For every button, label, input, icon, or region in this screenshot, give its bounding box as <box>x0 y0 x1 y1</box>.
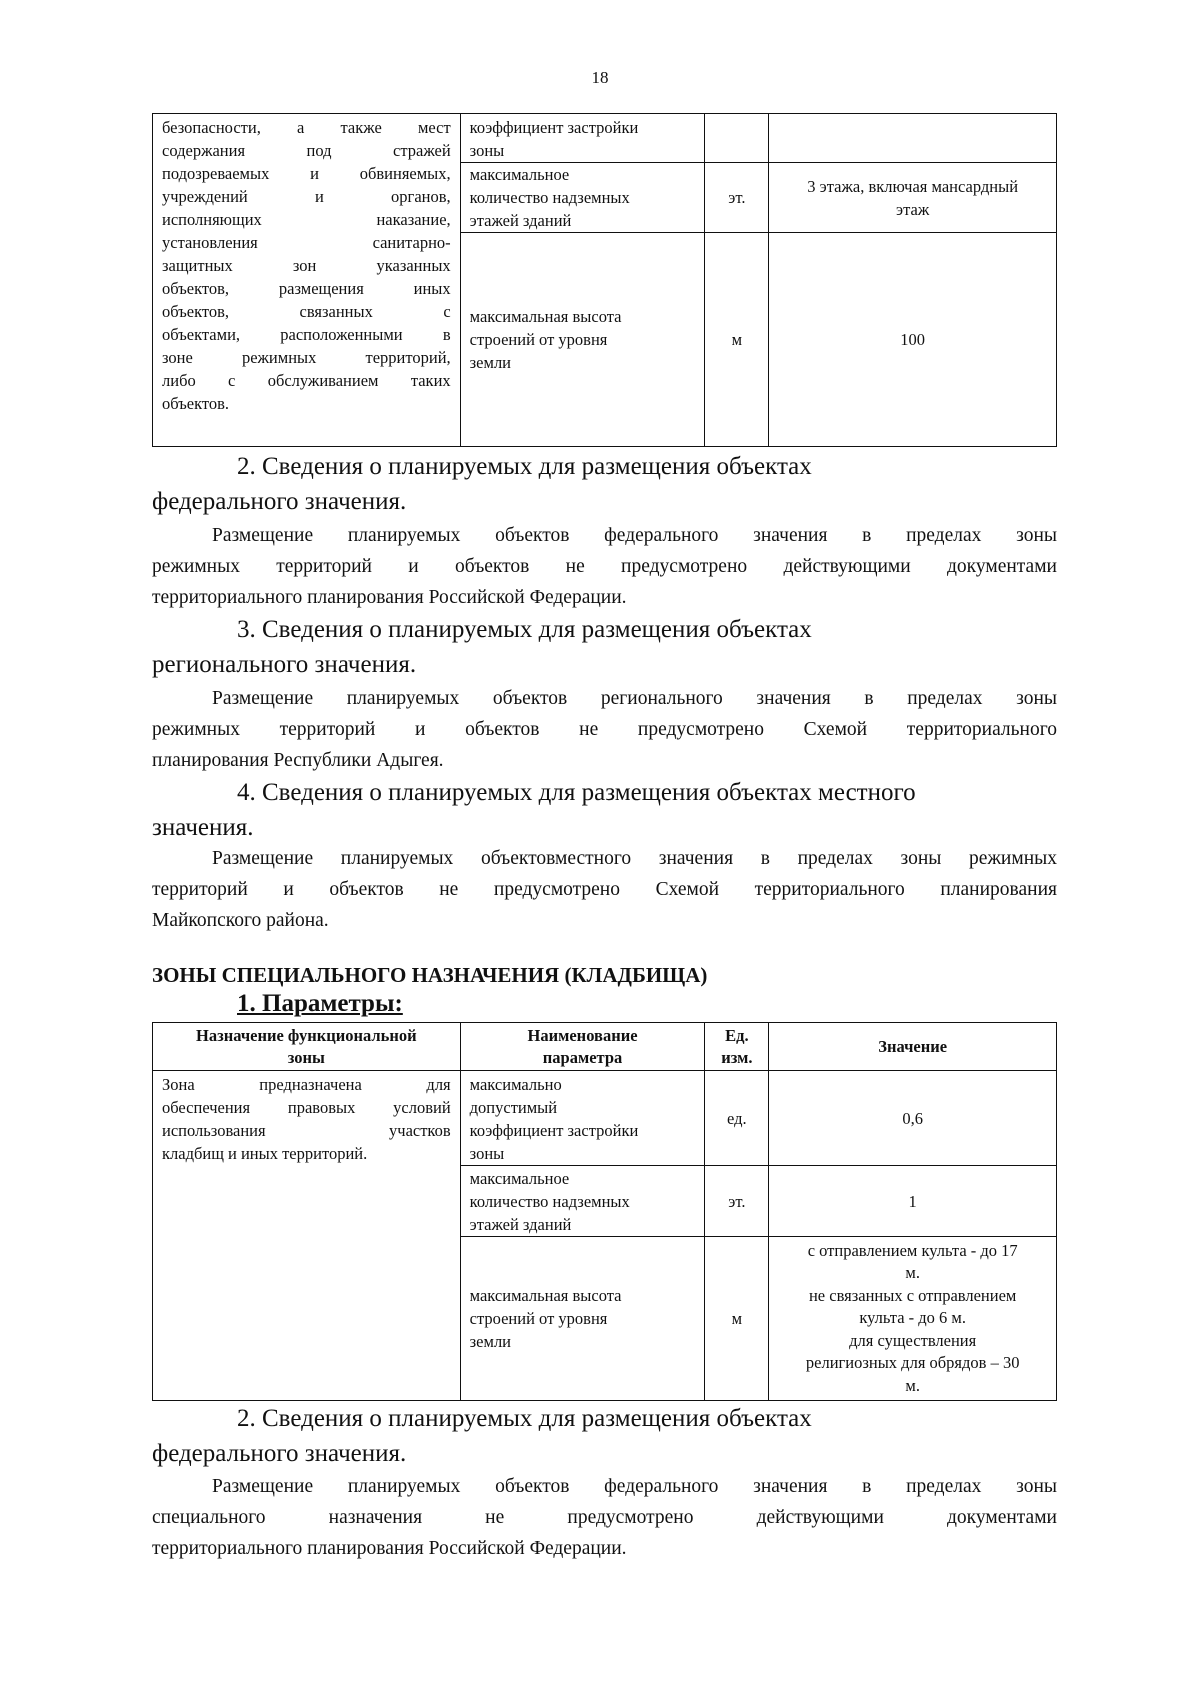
section-paragraph <box>152 683 1057 776</box>
paragraph-line: Размещение планируемых объектов регионального значения в пределах зоны <box>212 688 1057 709</box>
param-line: максимально <box>469 1075 562 1094</box>
value-line: м. <box>905 1263 920 1283</box>
section-heading: федерального значения. <box>152 1440 407 1467</box>
value-line: 3 этажа, включая мансардный <box>807 176 1019 196</box>
page-number: 18 <box>591 68 609 87</box>
param-name-cell <box>460 233 705 447</box>
purpose-line: защитных зон указанных <box>162 256 451 275</box>
zone-purpose-cell <box>153 1071 461 1401</box>
header-line: Наименование <box>527 1025 638 1045</box>
purpose-line: учреждений и органов, <box>162 187 451 206</box>
paragraph-line: Размещение планируемых объектов федерального значения в пределах зоны <box>212 525 1057 546</box>
header-line: параметра <box>542 1047 623 1067</box>
section-heading: 2. Сведения о планируемых для размещения объектах <box>237 453 812 480</box>
cemetery-zone-params-table <box>152 1022 1057 1401</box>
value-line: 1 <box>908 1191 917 1211</box>
section-paragraph <box>152 843 1057 936</box>
unit-cell: м <box>705 233 769 447</box>
header-unit <box>705 1023 769 1071</box>
unit-cell <box>705 114 769 163</box>
purpose-line: объектов. <box>162 394 230 413</box>
value-line: культа - до 6 м. <box>859 1308 966 1328</box>
param-line: коэффициент застройки <box>469 1121 639 1140</box>
purpose-line: содержания под стражей <box>162 141 451 160</box>
value-line: этаж <box>896 199 930 219</box>
paragraph-line: специального назначения не предусмотрено действующими документами <box>152 1507 1057 1528</box>
section-heading: федерального значения. <box>152 488 407 515</box>
param-name-cell <box>460 163 705 233</box>
value-line: религиозных для обрядов – 30 <box>805 1353 1020 1373</box>
value-line: с отправлением культа - до 17 <box>807 1240 1018 1260</box>
paragraph-line: территориального планирования Российской Федерации. <box>152 1538 627 1559</box>
param-line: зоны <box>469 1144 505 1163</box>
section-heading: значения. <box>152 814 254 841</box>
section-heading: 3. Сведения о планируемых для размещения объектах <box>237 616 812 643</box>
value-line: 0,6 <box>902 1108 923 1128</box>
regime-zone-params-table <box>152 113 1057 447</box>
value-cell <box>769 163 1057 233</box>
header-purpose <box>153 1023 461 1071</box>
value-line: для существления <box>849 1330 977 1350</box>
value-cell <box>769 1071 1057 1166</box>
param-line: максимальное <box>469 1169 570 1188</box>
section-paragraph <box>152 1471 1057 1564</box>
section-heading: 4. Сведения о планируемых для размещения объектах местного <box>237 779 916 806</box>
paragraph-line: Размещение планируемых объектовместного значения в пределах зоны режимных <box>212 848 1057 869</box>
purpose-line: использования участков <box>162 1121 451 1140</box>
purpose-line: объектов, размещения иных <box>162 279 451 298</box>
unit-cell: эт. <box>705 1166 769 1237</box>
purpose-line: Зона предназначена для <box>162 1075 451 1094</box>
purpose-line: объектами, расположенными в <box>162 325 451 344</box>
section-paragraph <box>152 520 1057 613</box>
unit-cell: м <box>705 1237 769 1401</box>
header-line: изм. <box>721 1047 753 1067</box>
paragraph-line: территорий и объектов не предусмотрено Схемой территориального планирования <box>152 879 1057 900</box>
purpose-line: исполняющих наказание, <box>162 210 451 229</box>
value-line: 100 <box>900 330 926 349</box>
zone-title: ЗОНЫ СПЕЦИАЛЬНОГО НАЗНАЧЕНИЯ (КЛАДБИЩА) <box>152 963 708 987</box>
param-line: количество надземных <box>469 188 630 207</box>
param-line: этажей зданий <box>469 1215 572 1234</box>
paragraph-line: Майкопского района. <box>152 910 329 931</box>
header-line: Ед. <box>725 1025 749 1045</box>
param-name-cell <box>460 1237 705 1401</box>
header-line: Назначение функциональной <box>196 1025 417 1045</box>
param-name-cell <box>460 114 705 163</box>
zone-purpose-cell <box>153 114 461 447</box>
purpose-line: безопасности, а также мест <box>162 118 451 137</box>
unit-cell: ед. <box>705 1071 769 1166</box>
value-cell <box>769 1237 1057 1401</box>
header-param <box>460 1023 705 1071</box>
param-line: строений от уровня <box>469 330 608 349</box>
param-line: этажей зданий <box>469 211 572 230</box>
purpose-line: зоне режимных территорий, <box>162 348 451 367</box>
value-cell <box>769 233 1057 447</box>
section-heading: 2. Сведения о планируемых для размещения объектах <box>237 1405 812 1432</box>
purpose-line: подозреваемых и обвиняемых, <box>162 164 451 183</box>
paragraph-line: территориального планирования Российской Федерации. <box>152 587 627 608</box>
purpose-line: обеспечения правовых условий <box>162 1098 451 1117</box>
purpose-line: кладбищ и иных территорий. <box>162 1144 368 1163</box>
value-line: не связанных с отправлением <box>808 1285 1017 1305</box>
header-line: зоны <box>287 1047 325 1067</box>
params-title: 1. Параметры: <box>237 990 403 1017</box>
paragraph-line: режимных территорий и объектов не предусмотрено действующими документами <box>152 556 1057 577</box>
purpose-line: либо с обслуживанием таких <box>162 371 451 390</box>
param-line: коэффициент застройки <box>469 118 639 137</box>
param-line: строений от уровня <box>469 1309 608 1328</box>
param-line: зоны <box>469 141 505 160</box>
param-name-cell <box>460 1166 705 1237</box>
value-cell <box>769 1166 1057 1237</box>
param-line: максимальная высота <box>469 307 622 326</box>
param-line: количество надземных <box>469 1192 630 1211</box>
purpose-line: объектов, связанных с <box>162 302 451 321</box>
value-line: м. <box>905 1375 920 1395</box>
paragraph-line: режимных территорий и объектов не предусмотрено Схемой территориального <box>152 719 1057 740</box>
param-line: допустимый <box>469 1098 558 1117</box>
purpose-line: установления санитарно- <box>162 233 451 252</box>
value-cell <box>769 114 1057 163</box>
section-heading: регионального значения. <box>152 651 417 678</box>
paragraph-line: Размещение планируемых объектов федерального значения в пределах зоны <box>212 1476 1057 1497</box>
param-line: максимальная высота <box>469 1286 622 1305</box>
param-name-cell <box>460 1071 705 1166</box>
header-value: Значение <box>769 1023 1057 1071</box>
param-line: земли <box>469 353 512 372</box>
unit-cell: эт. <box>705 163 769 233</box>
paragraph-line: планирования Республики Адыгея. <box>152 750 444 771</box>
param-line: земли <box>469 1332 512 1351</box>
param-line: максимальное <box>469 165 570 184</box>
